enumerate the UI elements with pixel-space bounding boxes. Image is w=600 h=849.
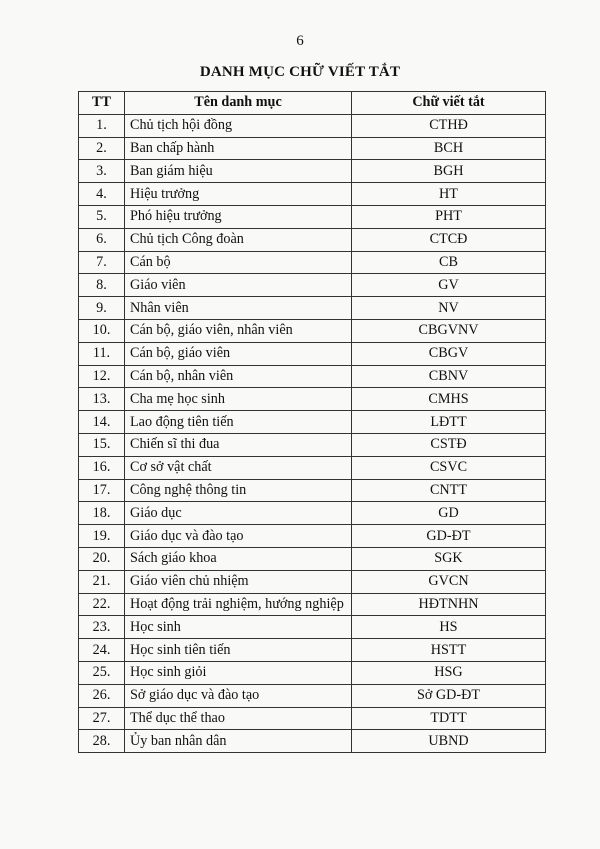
table-row <box>79 433 546 456</box>
table-row <box>79 160 546 183</box>
table-row <box>79 342 546 365</box>
row-number: 3. <box>79 160 125 183</box>
row-name: Chiến sĩ thi đua <box>125 433 352 456</box>
table-row <box>79 137 546 160</box>
row-name: Lao động tiên tiến <box>125 411 352 434</box>
row-abbreviation: LĐTT <box>352 411 546 434</box>
row-name: Cán bộ <box>125 251 352 274</box>
table-row <box>79 205 546 228</box>
row-number: 15. <box>79 433 125 456</box>
row-abbreviation: CBGV <box>352 342 546 365</box>
row-number: 22. <box>79 593 125 616</box>
row-name: Giáo viên <box>125 274 352 297</box>
table-row <box>79 502 546 525</box>
row-name: Học sinh tiên tiến <box>125 639 352 662</box>
row-name: Ủy ban nhân dân <box>125 730 352 753</box>
row-number: 13. <box>79 388 125 411</box>
row-abbreviation: CB <box>352 251 546 274</box>
row-abbreviation: GD-ĐT <box>352 525 546 548</box>
table-row <box>79 684 546 707</box>
row-number: 26. <box>79 684 125 707</box>
row-name: Nhân viên <box>125 297 352 320</box>
page-title: DANH MỤC CHỮ VIẾT TẮT <box>199 64 401 80</box>
row-abbreviation: CMHS <box>352 388 546 411</box>
table-row <box>79 251 546 274</box>
table-row <box>79 388 546 411</box>
table-row <box>79 616 546 639</box>
row-name: Cán bộ, giáo viên, nhân viên <box>125 319 352 342</box>
row-abbreviation: HS <box>352 616 546 639</box>
row-abbreviation: GD <box>352 502 546 525</box>
row-name: Giáo dục <box>125 502 352 525</box>
row-abbreviation: HT <box>352 183 546 206</box>
row-abbreviation: GV <box>352 274 546 297</box>
row-number: 1. <box>79 114 125 137</box>
table-row <box>79 707 546 730</box>
row-name: Ban chấp hành <box>125 137 352 160</box>
header-name: Tên danh mục <box>125 92 352 115</box>
row-abbreviation: CTCĐ <box>352 228 546 251</box>
row-abbreviation: CSVC <box>352 456 546 479</box>
table-row <box>79 661 546 684</box>
row-abbreviation: PHT <box>352 205 546 228</box>
row-abbreviation: CBNV <box>352 365 546 388</box>
row-name: Thể dục thể thao <box>125 707 352 730</box>
table-row <box>79 479 546 502</box>
row-number: 16. <box>79 456 125 479</box>
table-row <box>79 183 546 206</box>
row-number: 18. <box>79 502 125 525</box>
table-row <box>79 730 546 753</box>
row-abbreviation: CNTT <box>352 479 546 502</box>
row-name: Cán bộ, giáo viên <box>125 342 352 365</box>
row-number: 10. <box>79 319 125 342</box>
table-row <box>79 274 546 297</box>
row-number: 28. <box>79 730 125 753</box>
row-number: 21. <box>79 570 125 593</box>
row-number: 20. <box>79 547 125 570</box>
row-abbreviation: CTHĐ <box>352 114 546 137</box>
row-number: 11. <box>79 342 125 365</box>
table-row <box>79 228 546 251</box>
row-name: Ban giám hiệu <box>125 160 352 183</box>
row-number: 23. <box>79 616 125 639</box>
row-name: Giáo viên chủ nhiệm <box>125 570 352 593</box>
table-body <box>79 114 546 752</box>
table-row <box>79 297 546 320</box>
row-number: 9. <box>79 297 125 320</box>
row-abbreviation: HSTT <box>352 639 546 662</box>
table-row <box>79 525 546 548</box>
row-name: Công nghệ thông tin <box>125 479 352 502</box>
row-abbreviation: UBND <box>352 730 546 753</box>
table-row <box>79 411 546 434</box>
row-abbreviation: TDTT <box>352 707 546 730</box>
row-abbreviation: CSTĐ <box>352 433 546 456</box>
row-abbreviation: GVCN <box>352 570 546 593</box>
row-number: 7. <box>79 251 125 274</box>
row-name: Cán bộ, nhân viên <box>125 365 352 388</box>
row-abbreviation: HSG <box>352 661 546 684</box>
row-number: 25. <box>79 661 125 684</box>
row-name: Học sinh <box>125 616 352 639</box>
row-name: Phó hiệu trưởng <box>125 205 352 228</box>
row-number: 24. <box>79 639 125 662</box>
page-number: 6 <box>296 33 304 49</box>
row-name: Hiệu trưởng <box>125 183 352 206</box>
row-abbreviation: NV <box>352 297 546 320</box>
row-name: Sở giáo dục và đào tạo <box>125 684 352 707</box>
table-row <box>79 456 546 479</box>
table-row <box>79 365 546 388</box>
row-name: Chủ tịch Công đoàn <box>125 228 352 251</box>
row-name: Học sinh giỏi <box>125 661 352 684</box>
table-row <box>79 114 546 137</box>
row-abbreviation: BCH <box>352 137 546 160</box>
row-number: 6. <box>79 228 125 251</box>
row-abbreviation: HĐTNHN <box>352 593 546 616</box>
row-name: Sách giáo khoa <box>125 547 352 570</box>
table-header-row <box>79 92 546 115</box>
row-name: Hoạt động trải nghiệm, hướng nghiệp <box>125 593 352 616</box>
row-name: Chủ tịch hội đồng <box>125 114 352 137</box>
row-number: 12. <box>79 365 125 388</box>
abbreviation-table <box>78 91 546 753</box>
row-name: Cha mẹ học sinh <box>125 388 352 411</box>
header-abbreviation: Chữ viết tắt <box>352 92 546 115</box>
row-number: 2. <box>79 137 125 160</box>
row-number: 17. <box>79 479 125 502</box>
table-row <box>79 639 546 662</box>
row-number: 8. <box>79 274 125 297</box>
row-number: 19. <box>79 525 125 548</box>
row-name: Giáo dục và đào tạo <box>125 525 352 548</box>
row-abbreviation: SGK <box>352 547 546 570</box>
table-row <box>79 319 546 342</box>
row-number: 4. <box>79 183 125 206</box>
row-abbreviation: Sở GD-ĐT <box>352 684 546 707</box>
table-row <box>79 570 546 593</box>
row-number: 5. <box>79 205 125 228</box>
table-row <box>79 547 546 570</box>
row-number: 27. <box>79 707 125 730</box>
table-row <box>79 593 546 616</box>
row-number: 14. <box>79 411 125 434</box>
header-tt: TT <box>79 92 125 115</box>
row-name: Cơ sở vật chất <box>125 456 352 479</box>
row-abbreviation: CBGVNV <box>352 319 546 342</box>
row-abbreviation: BGH <box>352 160 546 183</box>
